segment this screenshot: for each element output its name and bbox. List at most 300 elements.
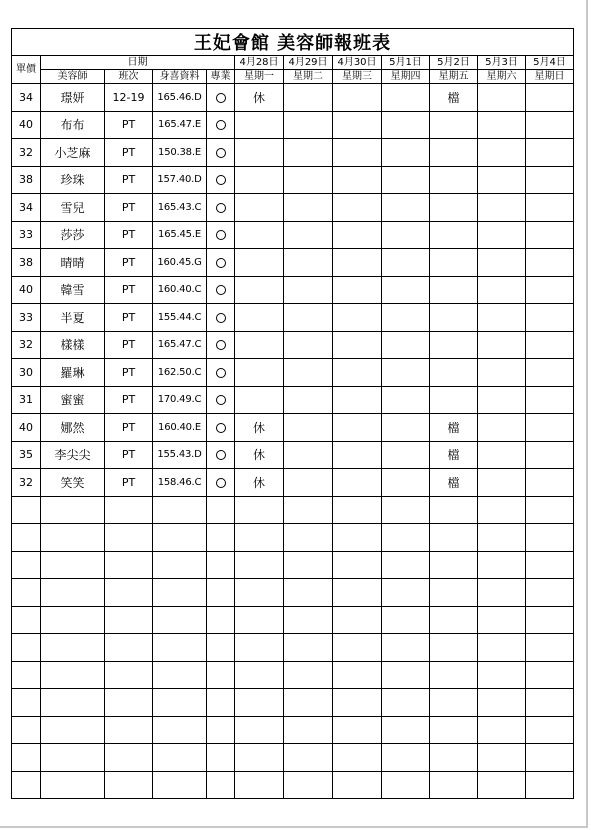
cell-body[interactable]: 165.46.D [153,84,207,112]
cell-day[interactable] [526,331,574,359]
cell-name[interactable]: 璟妍 [41,84,105,112]
cell-day[interactable] [430,304,478,332]
cell-day[interactable] [333,359,382,387]
empty-cell[interactable] [153,579,207,607]
empty-cell[interactable] [382,716,430,744]
empty-cell[interactable] [207,606,235,634]
cell-day[interactable] [382,166,430,194]
cell-specialty[interactable] [207,331,235,359]
cell-body[interactable]: 158.46.C [153,469,207,497]
empty-cell[interactable] [235,606,284,634]
cell-day[interactable] [333,386,382,414]
cell-name[interactable]: 李尖尖 [41,441,105,469]
empty-cell[interactable] [430,716,478,744]
cell-day[interactable] [526,84,574,112]
cell-price[interactable]: 34 [12,194,41,222]
cell-day[interactable] [478,469,526,497]
cell-day[interactable] [333,249,382,277]
cell-body[interactable]: 155.44.C [153,304,207,332]
cell-day[interactable] [284,84,333,112]
cell-day[interactable] [235,139,284,167]
cell-price[interactable]: 38 [12,166,41,194]
cell-body[interactable]: 162.50.C [153,359,207,387]
empty-cell[interactable] [526,524,574,552]
cell-day[interactable] [478,249,526,277]
cell-day[interactable] [430,166,478,194]
empty-cell[interactable] [153,716,207,744]
cell-day[interactable] [284,386,333,414]
cell-day[interactable] [333,166,382,194]
empty-cell[interactable] [333,579,382,607]
empty-cell[interactable] [333,634,382,662]
cell-shift[interactable]: PT [105,111,153,139]
cell-price[interactable]: 32 [12,139,41,167]
empty-cell[interactable] [207,689,235,717]
empty-cell[interactable] [105,634,153,662]
cell-day[interactable] [284,359,333,387]
cell-specialty[interactable] [207,304,235,332]
cell-day[interactable] [478,139,526,167]
cell-specialty[interactable] [207,139,235,167]
cell-day[interactable] [235,194,284,222]
empty-cell[interactable] [526,606,574,634]
empty-cell[interactable] [12,634,41,662]
empty-cell[interactable] [12,689,41,717]
cell-day[interactable] [382,111,430,139]
empty-cell[interactable] [12,524,41,552]
empty-cell[interactable] [153,634,207,662]
cell-day[interactable] [526,304,574,332]
empty-cell[interactable] [207,661,235,689]
empty-cell[interactable] [526,496,574,524]
cell-name[interactable]: 羅琳 [41,359,105,387]
cell-day[interactable]: 檔 [430,441,478,469]
cell-day[interactable] [526,469,574,497]
cell-shift[interactable]: PT [105,469,153,497]
cell-day[interactable] [526,276,574,304]
empty-cell[interactable] [207,524,235,552]
empty-cell[interactable] [382,689,430,717]
cell-day[interactable] [235,276,284,304]
empty-cell[interactable] [235,579,284,607]
empty-cell[interactable] [235,771,284,799]
empty-cell[interactable] [430,524,478,552]
cell-day[interactable]: 休 [235,84,284,112]
empty-cell[interactable] [105,524,153,552]
empty-cell[interactable] [430,661,478,689]
empty-cell[interactable] [333,606,382,634]
cell-day[interactable] [382,221,430,249]
cell-day[interactable] [333,414,382,442]
empty-cell[interactable] [41,661,105,689]
empty-cell[interactable] [478,606,526,634]
cell-shift[interactable]: PT [105,304,153,332]
cell-day[interactable] [430,276,478,304]
cell-day[interactable] [526,166,574,194]
cell-day[interactable] [430,386,478,414]
cell-name[interactable]: 娜然 [41,414,105,442]
empty-cell[interactable] [12,661,41,689]
empty-cell[interactable] [235,634,284,662]
cell-name[interactable]: 蜜蜜 [41,386,105,414]
cell-price[interactable]: 32 [12,331,41,359]
cell-price[interactable]: 34 [12,84,41,112]
cell-day[interactable] [284,276,333,304]
cell-day[interactable]: 檔 [430,414,478,442]
empty-cell[interactable] [235,661,284,689]
cell-day[interactable] [333,139,382,167]
cell-day[interactable] [382,414,430,442]
cell-price[interactable]: 40 [12,111,41,139]
empty-cell[interactable] [41,716,105,744]
cell-body[interactable]: 165.43.C [153,194,207,222]
empty-cell[interactable] [430,496,478,524]
cell-day[interactable] [478,194,526,222]
cell-shift[interactable]: PT [105,139,153,167]
empty-cell[interactable] [105,689,153,717]
empty-cell[interactable] [105,771,153,799]
empty-cell[interactable] [284,634,333,662]
cell-day[interactable] [235,166,284,194]
cell-shift[interactable]: PT [105,331,153,359]
empty-cell[interactable] [105,551,153,579]
empty-cell[interactable] [105,579,153,607]
cell-day[interactable] [235,221,284,249]
empty-cell[interactable] [41,689,105,717]
empty-cell[interactable] [430,606,478,634]
empty-cell[interactable] [478,689,526,717]
cell-day[interactable] [382,139,430,167]
cell-day[interactable] [333,441,382,469]
empty-cell[interactable] [284,551,333,579]
empty-cell[interactable] [526,551,574,579]
cell-day[interactable] [333,84,382,112]
cell-day[interactable] [333,304,382,332]
empty-cell[interactable] [41,579,105,607]
cell-day[interactable] [333,331,382,359]
empty-cell[interactable] [153,551,207,579]
empty-cell[interactable] [284,771,333,799]
empty-cell[interactable] [382,579,430,607]
empty-cell[interactable] [12,744,41,772]
cell-day[interactable] [430,359,478,387]
empty-cell[interactable] [284,689,333,717]
cell-price[interactable]: 30 [12,359,41,387]
cell-day[interactable] [430,111,478,139]
cell-shift[interactable]: PT [105,359,153,387]
empty-cell[interactable] [333,551,382,579]
cell-day[interactable] [526,414,574,442]
cell-day[interactable] [382,359,430,387]
cell-specialty[interactable] [207,194,235,222]
empty-cell[interactable] [430,771,478,799]
cell-day[interactable]: 檔 [430,84,478,112]
cell-day[interactable]: 休 [235,441,284,469]
empty-cell[interactable] [207,551,235,579]
empty-cell[interactable] [382,551,430,579]
cell-specialty[interactable] [207,414,235,442]
empty-cell[interactable] [153,606,207,634]
cell-day[interactable] [333,111,382,139]
empty-cell[interactable] [235,716,284,744]
cell-body[interactable]: 157.40.D [153,166,207,194]
empty-cell[interactable] [478,551,526,579]
empty-cell[interactable] [478,771,526,799]
cell-name[interactable]: 小芝麻 [41,139,105,167]
cell-shift[interactable]: PT [105,194,153,222]
cell-name[interactable]: 樣樣 [41,331,105,359]
cell-name[interactable]: 雪兒 [41,194,105,222]
empty-cell[interactable] [333,771,382,799]
empty-cell[interactable] [235,551,284,579]
empty-cell[interactable] [382,744,430,772]
empty-cell[interactable] [153,744,207,772]
cell-body[interactable]: 165.47.C [153,331,207,359]
empty-cell[interactable] [105,716,153,744]
cell-name[interactable]: 笑笑 [41,469,105,497]
empty-cell[interactable] [105,496,153,524]
empty-cell[interactable] [478,634,526,662]
cell-day[interactable]: 休 [235,469,284,497]
cell-day[interactable] [284,414,333,442]
empty-cell[interactable] [12,771,41,799]
cell-day[interactable] [382,276,430,304]
cell-day[interactable] [382,249,430,277]
empty-cell[interactable] [207,744,235,772]
cell-day[interactable] [235,304,284,332]
empty-cell[interactable] [333,496,382,524]
cell-body[interactable]: 170.49.C [153,386,207,414]
empty-cell[interactable] [284,496,333,524]
empty-cell[interactable] [41,524,105,552]
empty-cell[interactable] [105,744,153,772]
cell-day[interactable]: 休 [235,414,284,442]
empty-cell[interactable] [153,524,207,552]
empty-cell[interactable] [12,579,41,607]
cell-body[interactable]: 155.43.D [153,441,207,469]
cell-shift[interactable]: PT [105,441,153,469]
empty-cell[interactable] [430,579,478,607]
empty-cell[interactable] [41,496,105,524]
cell-day[interactable] [382,304,430,332]
empty-cell[interactable] [333,744,382,772]
empty-cell[interactable] [12,716,41,744]
empty-cell[interactable] [333,661,382,689]
cell-day[interactable] [284,166,333,194]
cell-day[interactable] [478,441,526,469]
cell-specialty[interactable] [207,359,235,387]
empty-cell[interactable] [284,606,333,634]
cell-specialty[interactable] [207,84,235,112]
cell-day[interactable] [430,249,478,277]
empty-cell[interactable] [12,551,41,579]
cell-body[interactable]: 160.40.E [153,414,207,442]
cell-name[interactable]: 韓雪 [41,276,105,304]
empty-cell[interactable] [526,579,574,607]
cell-day[interactable] [526,221,574,249]
cell-day[interactable] [382,441,430,469]
cell-specialty[interactable] [207,441,235,469]
empty-cell[interactable] [153,771,207,799]
empty-cell[interactable] [235,689,284,717]
empty-cell[interactable] [235,496,284,524]
cell-day[interactable] [526,249,574,277]
empty-cell[interactable] [430,689,478,717]
empty-cell[interactable] [284,524,333,552]
empty-cell[interactable] [153,689,207,717]
cell-name[interactable]: 布布 [41,111,105,139]
cell-day[interactable] [235,111,284,139]
empty-cell[interactable] [207,771,235,799]
empty-cell[interactable] [430,744,478,772]
cell-day[interactable] [478,221,526,249]
empty-cell[interactable] [333,689,382,717]
empty-cell[interactable] [12,496,41,524]
cell-shift[interactable]: 12-19 [105,84,153,112]
empty-cell[interactable] [284,744,333,772]
empty-cell[interactable] [478,524,526,552]
cell-day[interactable] [284,304,333,332]
cell-price[interactable]: 32 [12,469,41,497]
empty-cell[interactable] [284,579,333,607]
cell-day[interactable] [235,249,284,277]
empty-cell[interactable] [105,606,153,634]
cell-shift[interactable]: PT [105,386,153,414]
cell-day[interactable] [284,441,333,469]
cell-day[interactable] [478,386,526,414]
empty-cell[interactable] [333,716,382,744]
cell-price[interactable]: 40 [12,414,41,442]
cell-name[interactable]: 莎莎 [41,221,105,249]
empty-cell[interactable] [382,771,430,799]
empty-cell[interactable] [41,606,105,634]
cell-day[interactable] [382,469,430,497]
empty-cell[interactable] [105,661,153,689]
empty-cell[interactable] [153,496,207,524]
cell-day[interactable] [478,414,526,442]
cell-day[interactable] [382,331,430,359]
empty-cell[interactable] [235,744,284,772]
cell-day[interactable] [430,139,478,167]
cell-day[interactable] [382,84,430,112]
cell-price[interactable]: 35 [12,441,41,469]
cell-day[interactable] [430,221,478,249]
cell-day[interactable] [478,111,526,139]
empty-cell[interactable] [430,551,478,579]
cell-day[interactable] [526,194,574,222]
cell-body[interactable]: 160.45.G [153,249,207,277]
cell-specialty[interactable] [207,111,235,139]
cell-name[interactable]: 珍珠 [41,166,105,194]
empty-cell[interactable] [526,744,574,772]
empty-cell[interactable] [382,606,430,634]
empty-cell[interactable] [207,496,235,524]
empty-cell[interactable] [235,524,284,552]
empty-cell[interactable] [333,524,382,552]
cell-body[interactable]: 150.38.E [153,139,207,167]
empty-cell[interactable] [207,716,235,744]
cell-day[interactable] [478,304,526,332]
cell-day[interactable] [478,166,526,194]
empty-cell[interactable] [526,716,574,744]
cell-day[interactable] [284,111,333,139]
cell-price[interactable]: 33 [12,221,41,249]
cell-day[interactable] [478,359,526,387]
cell-day[interactable] [526,386,574,414]
cell-price[interactable]: 31 [12,386,41,414]
cell-day[interactable] [284,249,333,277]
cell-price[interactable]: 38 [12,249,41,277]
empty-cell[interactable] [41,551,105,579]
empty-cell[interactable] [382,634,430,662]
cell-day[interactable] [478,331,526,359]
empty-cell[interactable] [153,661,207,689]
empty-cell[interactable] [382,496,430,524]
empty-cell[interactable] [41,744,105,772]
empty-cell[interactable] [430,634,478,662]
cell-day[interactable] [526,139,574,167]
cell-shift[interactable]: PT [105,249,153,277]
cell-day[interactable] [382,386,430,414]
cell-day[interactable] [478,84,526,112]
cell-day[interactable] [284,194,333,222]
empty-cell[interactable] [526,661,574,689]
cell-name[interactable]: 晴晴 [41,249,105,277]
empty-cell[interactable] [478,744,526,772]
cell-day[interactable] [235,331,284,359]
cell-day[interactable] [284,139,333,167]
empty-cell[interactable] [207,579,235,607]
empty-cell[interactable] [478,496,526,524]
cell-specialty[interactable] [207,469,235,497]
empty-cell[interactable] [526,689,574,717]
cell-day[interactable] [430,194,478,222]
cell-day[interactable] [526,111,574,139]
cell-body[interactable]: 165.47.E [153,111,207,139]
cell-specialty[interactable] [207,166,235,194]
cell-day[interactable] [284,221,333,249]
cell-day[interactable] [526,441,574,469]
cell-shift[interactable]: PT [105,166,153,194]
cell-day[interactable] [382,194,430,222]
empty-cell[interactable] [526,634,574,662]
cell-shift[interactable]: PT [105,414,153,442]
empty-cell[interactable] [478,716,526,744]
cell-day[interactable] [235,359,284,387]
cell-day[interactable] [333,276,382,304]
empty-cell[interactable] [207,634,235,662]
cell-day[interactable]: 檔 [430,469,478,497]
cell-shift[interactable]: PT [105,276,153,304]
empty-cell[interactable] [526,771,574,799]
empty-cell[interactable] [12,606,41,634]
cell-body[interactable]: 160.40.C [153,276,207,304]
cell-body[interactable]: 165.45.E [153,221,207,249]
empty-cell[interactable] [41,634,105,662]
cell-day[interactable] [526,359,574,387]
cell-day[interactable] [478,276,526,304]
empty-cell[interactable] [478,661,526,689]
empty-cell[interactable] [478,579,526,607]
cell-specialty[interactable] [207,221,235,249]
cell-day[interactable] [333,194,382,222]
empty-cell[interactable] [41,771,105,799]
empty-cell[interactable] [382,661,430,689]
empty-cell[interactable] [284,716,333,744]
cell-day[interactable] [430,331,478,359]
cell-specialty[interactable] [207,276,235,304]
cell-specialty[interactable] [207,249,235,277]
